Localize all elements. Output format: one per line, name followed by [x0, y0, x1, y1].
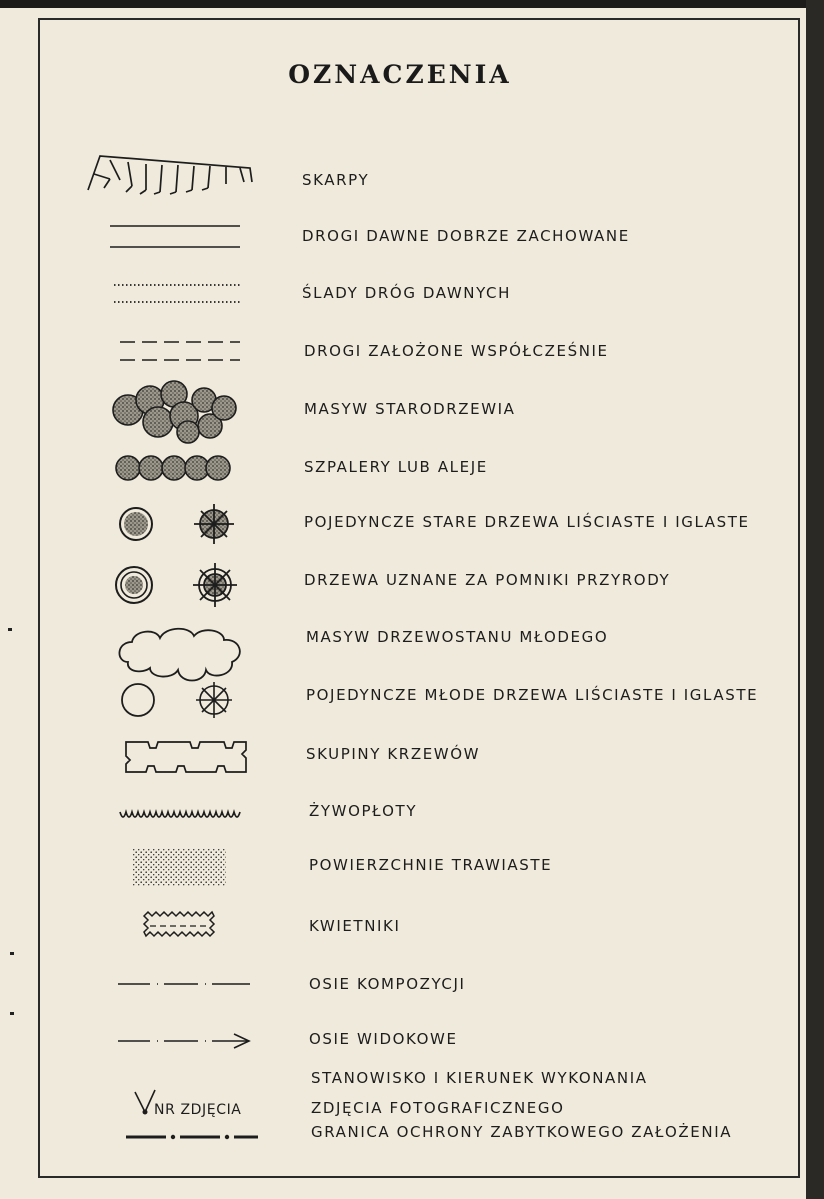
- escarpment-symbol: [80, 148, 255, 200]
- legend-label-road-traces: ŚLADY DRÓG DAWNYCH: [302, 284, 511, 302]
- legend-label-composition-axes: OSIE KOMPOZYCJI: [309, 975, 466, 993]
- young-stand-symbol: [114, 622, 248, 684]
- legend-label-old-single-trees: POJEDYNCZE STARE DRZEWA LIŚCIASTE I IGLASTE: [304, 513, 750, 531]
- grass-symbol: [130, 846, 230, 890]
- margin-mark: [10, 1012, 14, 1015]
- legend-label-escarpments: SKARPY: [302, 171, 370, 189]
- margin-mark: [8, 628, 12, 631]
- legend-label-hedges: ŻYWOPŁOTY: [309, 802, 418, 820]
- photo-number-label: NR ZDJĘCIA: [154, 1102, 242, 1118]
- shrub-group-symbol: [120, 736, 252, 780]
- protection-boundary-symbol: [124, 1130, 260, 1144]
- legend-label-old-roads: DROGI DAWNE DOBRZE ZACHOWANE: [302, 227, 630, 245]
- composition-axis-symbol: [116, 976, 254, 992]
- hedge-symbol: [118, 804, 250, 826]
- legend-label-young-single-trees: POJEDYNCZE MŁODE DRZEWA LIŚCIASTE I IGLASTE: [306, 686, 759, 704]
- legend-label-flowerbeds: KWIETNIKI: [309, 917, 401, 935]
- legend-label-young-stand: MASYW DRZEWOSTANU MŁODEGO: [306, 628, 609, 646]
- monument-trees-symbol: [112, 560, 244, 610]
- old-tree-mass-symbol: [106, 378, 241, 448]
- legend-label-photo-position-line2: ZDJĘCIA FOTOGRAFICZNEGO: [311, 1099, 565, 1117]
- legend-label-protection-boundary: GRANICA OCHRONY ZABYTKOWEGO ZAŁOŻENIA: [311, 1123, 733, 1141]
- margin-mark: [10, 952, 14, 955]
- view-axis-symbol: [116, 1030, 254, 1052]
- legend-label-old-tree-mass: MASYW STARODRZEWIA: [304, 400, 516, 418]
- old-single-trees-symbol: [114, 500, 244, 548]
- legend-label-monument-trees: DRZEWA UZNANE ZA POMNIKI PRZYRODY: [304, 571, 671, 589]
- legend-label-alleys: SZPALERY LUB ALEJE: [304, 458, 488, 476]
- legend-label-new-roads: DROGI ZAŁOŻONE WSPÓŁCZEŚNIE: [304, 342, 609, 360]
- flowerbed-symbol: [140, 908, 226, 948]
- young-single-trees-symbol: [116, 678, 242, 722]
- legend-label-grass: POWIERZCHNIE TRAWIASTE: [309, 856, 553, 874]
- legend-label-view-axes: OSIE WIDOKOWE: [309, 1030, 458, 1048]
- legend-label-shrub-groups: SKUPINY KRZEWÓW: [306, 745, 481, 763]
- legend-label-photo-position-line1: STANOWISKO I KIERUNEK WYKONANIA: [311, 1069, 648, 1087]
- sheet-edge: [806, 0, 824, 1199]
- dotted-lines-symbol: [112, 278, 242, 308]
- double-line-symbol: [108, 220, 243, 254]
- alley-symbol: [112, 453, 236, 483]
- dashed-lines-symbol: [118, 336, 243, 366]
- legend-title: OZNACZENIA: [288, 60, 512, 89]
